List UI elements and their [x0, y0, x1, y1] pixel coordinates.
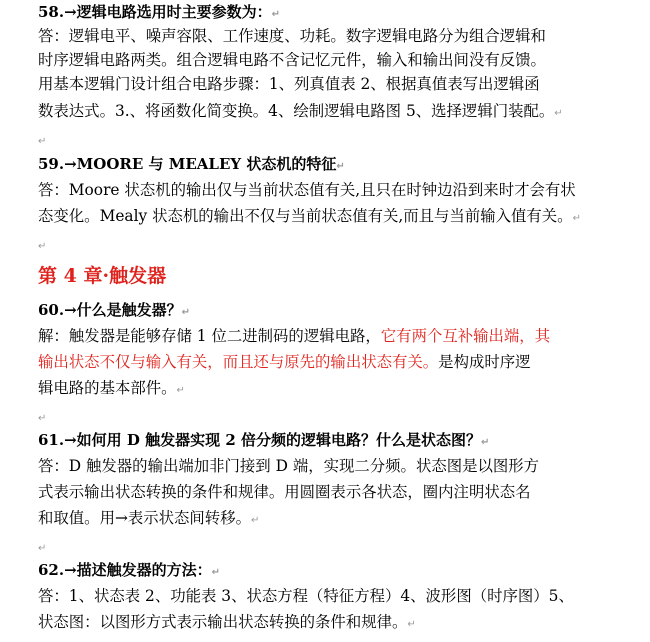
question-61-answer-line: 答：D 触发器的输出端加非门接到 D 端，实现二分频。状态图是以图形方: [38, 457, 540, 475]
question-58-answer-line: 答：逻辑电平、噪声容限、工作速度、功耗。数字逻辑电路分为组合逻辑和: [38, 27, 546, 45]
question-60-answer-line: 输出状态不仅与输入有关，而且还与原先的输出状态有关。是构成时序逻: [38, 353, 531, 371]
paragraph-mark: ↵: [38, 136, 47, 147]
question-59-answer-line: 答：Moore 状态机的输出仅与当前状态值有关,且只在时钟边沿到来时才会有状: [38, 181, 576, 199]
question-62-title: 62.→描述触发器的方法：↵: [38, 561, 221, 579]
question-58-title: 58.→逻辑电路选用时主要参数为：↵: [38, 3, 281, 21]
question-61-answer-line: 和取值。用→表示状态间转移。↵: [38, 509, 260, 527]
question-58-answer-line: 时序逻辑电路两类。组合逻辑电路不含记忆元件，输入和输出间没有反馈。: [38, 51, 546, 69]
question-58-answer-line: 数表达式。3.、将函数化简变换。4、绘制逻辑电路图 5、选择逻辑门装配。↵: [38, 102, 563, 120]
paragraph-mark: ↵: [38, 543, 47, 554]
question-60-answer-line: 解：触发器是能够存储 1 位二进制码的逻辑电路，它有两个互补输出端，其: [38, 327, 551, 345]
question-60-answer-line: 辑电路的基本部件。↵: [38, 379, 185, 397]
question-62-answer-line: 状态图：以图形方式表示输出状态转换的条件和规律。↵: [38, 613, 416, 631]
question-60-title: 60.→什么是触发器？↵: [38, 301, 191, 319]
paragraph-mark: ↵: [38, 413, 47, 424]
highlighted-text: 它有两个互补输出端，其: [380, 327, 551, 345]
question-58-answer-line: 用基本逻辑门设计组合电路步骤：1、列真值表 2、根据真值表写出逻辑函: [38, 75, 540, 93]
paragraph-mark: ↵: [38, 241, 47, 252]
question-59-title: 59.→MOORE 与 MEALEY 状态机的特征↵: [38, 155, 345, 173]
highlighted-text: 输出状态不仅与输入有关，而且还与原先的输出状态有关。: [38, 353, 439, 371]
question-59-answer-line: 态变化。Mealy 状态机的输出不仅与当前状态值有关,而且与当前输入值有关。↵: [38, 207, 581, 225]
question-61-title: 61.→如何用 D 触发器实现 2 倍分频的逻辑电路？什么是状态图？↵: [38, 431, 490, 449]
chapter-heading: 第 4 章·触发器: [38, 265, 167, 287]
question-62-answer-line: 答：1、状态表 2、功能表 3、状态方程（特征方程）4、波形图（时序图）5、: [38, 587, 574, 605]
question-61-answer-line: 式表示输出状态转换的条件和规律。用圆圈表示各状态，圈内注明状态名: [38, 483, 531, 501]
